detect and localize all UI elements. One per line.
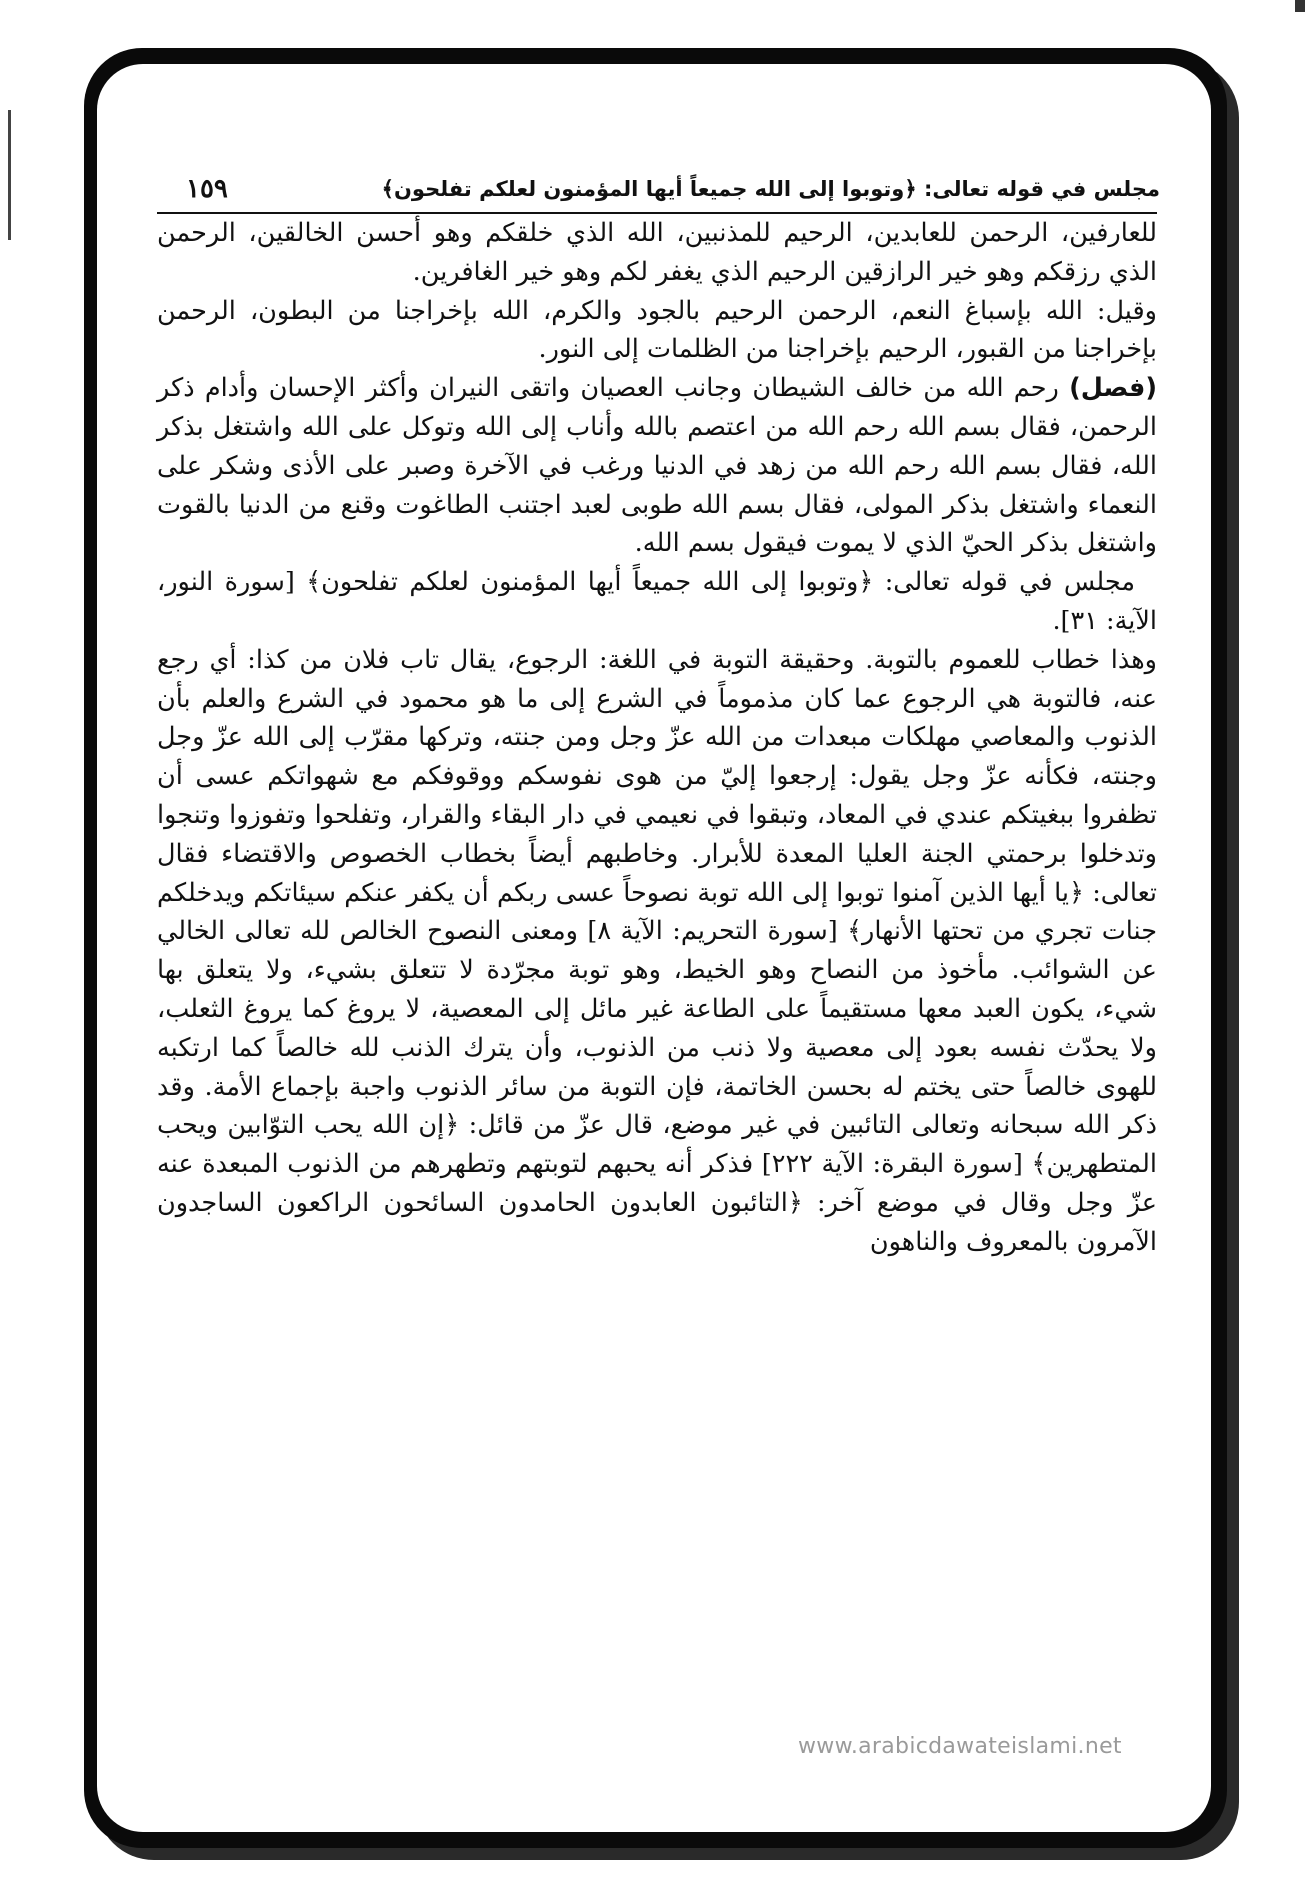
scan-edge-mark (8, 110, 11, 240)
scan-corner-mark (1295, 0, 1305, 12)
paragraph-text: وهذا خطاب للعموم بالتوبة. وحقيقة التوبة في اللغة: الرجوع، يقال تاب فلان من كذا: أي رجع عنه، فالتوبة هي الرجوع عما كان مذموماً في الشرع إلى ما هو محمود في الشرع والعلم بأن الذنوب والمعاصي مهلكات مبعدات من الله عزّ وجل ومن جنته، وتركها مقرّب إلى الله عزّ وجل وجنته، فكأنه عزّ وجل يقول: إرجعوا إليّ من هوى نفوسكم ووقوفكم مع شهواتكم عسى أن تظفروا ببغيتكم عندي في المعاد، وتبقوا في نعيمي في دار البقاء والقرار، وتفلحوا وتفوزوا وتنجوا وتدخلوا برحمتي الجنة العليا المعدة للأبرار. وخاطبهم أيضاً بخطاب الخصوص والاقتضاء فقال تعالى: ﴿يا أيها الذين آمنوا توبوا إلى الله توبة نصوحاً عسى ربكم أن يكفر عنكم سيئاتكم ويدخلكم جنات تجري من تحتها الأنهار﴾ [سورة التحريم: الآية ٨] ومعنى النصوح الخالص لله تعالى الخالي عن الشوائب. مأخوذ من النصاح وهو الخيط، وهو توبة مجرّدة لا تتعلق بشيء، ولا يتعلق بها شيء، يكون العبد معها مستقيماً على الطاعة غير مائل إلى المعصية، لا يروغ كما يروغ الثعلب، ولا يحدّث نفسه بعود إلى معصية ولا ذنب من الذنوب، وأن يترك الذنب لله خالصاً كما ارتكبه للهوى خالصاً حتى يختم له بحسن الخاتمة، فإن التوبة من سائر الذنوب واجبة بإجماع الأمة. وقد ذكر الله سبحانه وتعالى التائبين في غير موضع، قال عزّ من قائل: ﴿إن الله يحب التوّابين ويحب المتطهرين﴾ [سورة البقرة: الآية ٢٢٢] فذكر أنه يحبهم لتوبتهم وتطهرهم من الذنوب المبعدة عنه عزّ وجل وقال في موضع آخر: ﴿التائبون العابدون الحامدون السائحون الراكعون الساجدون الآمرون بالمعروف والناهون (157, 644, 1157, 1257)
section-marker: (فصل) (1069, 373, 1157, 404)
paragraph-fasl (157, 369, 1157, 563)
body-text (157, 214, 1157, 1262)
paragraph-text: رحم الله من خالف الشيطان وجانب العصيان واتقى النيران وأكثر الإحسان وأدام ذكر الرحمن، فقال بسم الله رحم الله من اعتصم بالله وأناب إلى الله وتوكل على الله واشتغل بذكر الله، فقال بسم الله رحم الله من زهد في الدنيا ورغب في الآخرة وصبر على الأذى وشكر على النعماء واشتغل بذكر المولى، فقال بسم الله طوبى لعبد اجتنب الطاغوت وقنع من الدنيا بالقوت واشتغل بذكر الحيّ الذي لا يموت فيقول بسم الله. (157, 373, 1157, 559)
watermark-url: www.arabicdawateislami.net (798, 1734, 1122, 1759)
majlis-heading (157, 563, 1157, 641)
running-header (150, 167, 1160, 211)
paragraph (157, 292, 1157, 370)
paragraph-text: للعارفين، الرحمن للعابدين، الرحيم للمذنبين، الله الذي خلقكم وهو أحسن الخالقين، الرحمن الذي رزقكم وهو خير الرازقين الرحيم الذي يغفر لكم وهو خير الغافرين. (157, 218, 1157, 287)
paragraph (157, 214, 1157, 292)
paragraph (157, 641, 1157, 1262)
paragraph-text: وقيل: الله بإسباغ النعم، الرحمن الرحيم بالجود والكرم، الله بإخراجنا من البطون، الرحمن بإخراجنا من القبور، الرحيم بإخراجنا من الظلمات إلى النور. (157, 295, 1157, 365)
page-number: ١٥٩ (186, 174, 228, 204)
paragraph-text: مجلس في قوله تعالى: ﴿وتوبوا إلى الله جميعاً أيها المؤمنون لعلكم تفلحون﴾ [سورة النور، الآية: ٣١]. (157, 567, 1157, 636)
running-header-title: مجلس في قوله تعالى: ﴿وتوبوا إلى الله جميعاً أيها المؤمنون لعلكم تفلحون﴾ (381, 177, 1160, 201)
